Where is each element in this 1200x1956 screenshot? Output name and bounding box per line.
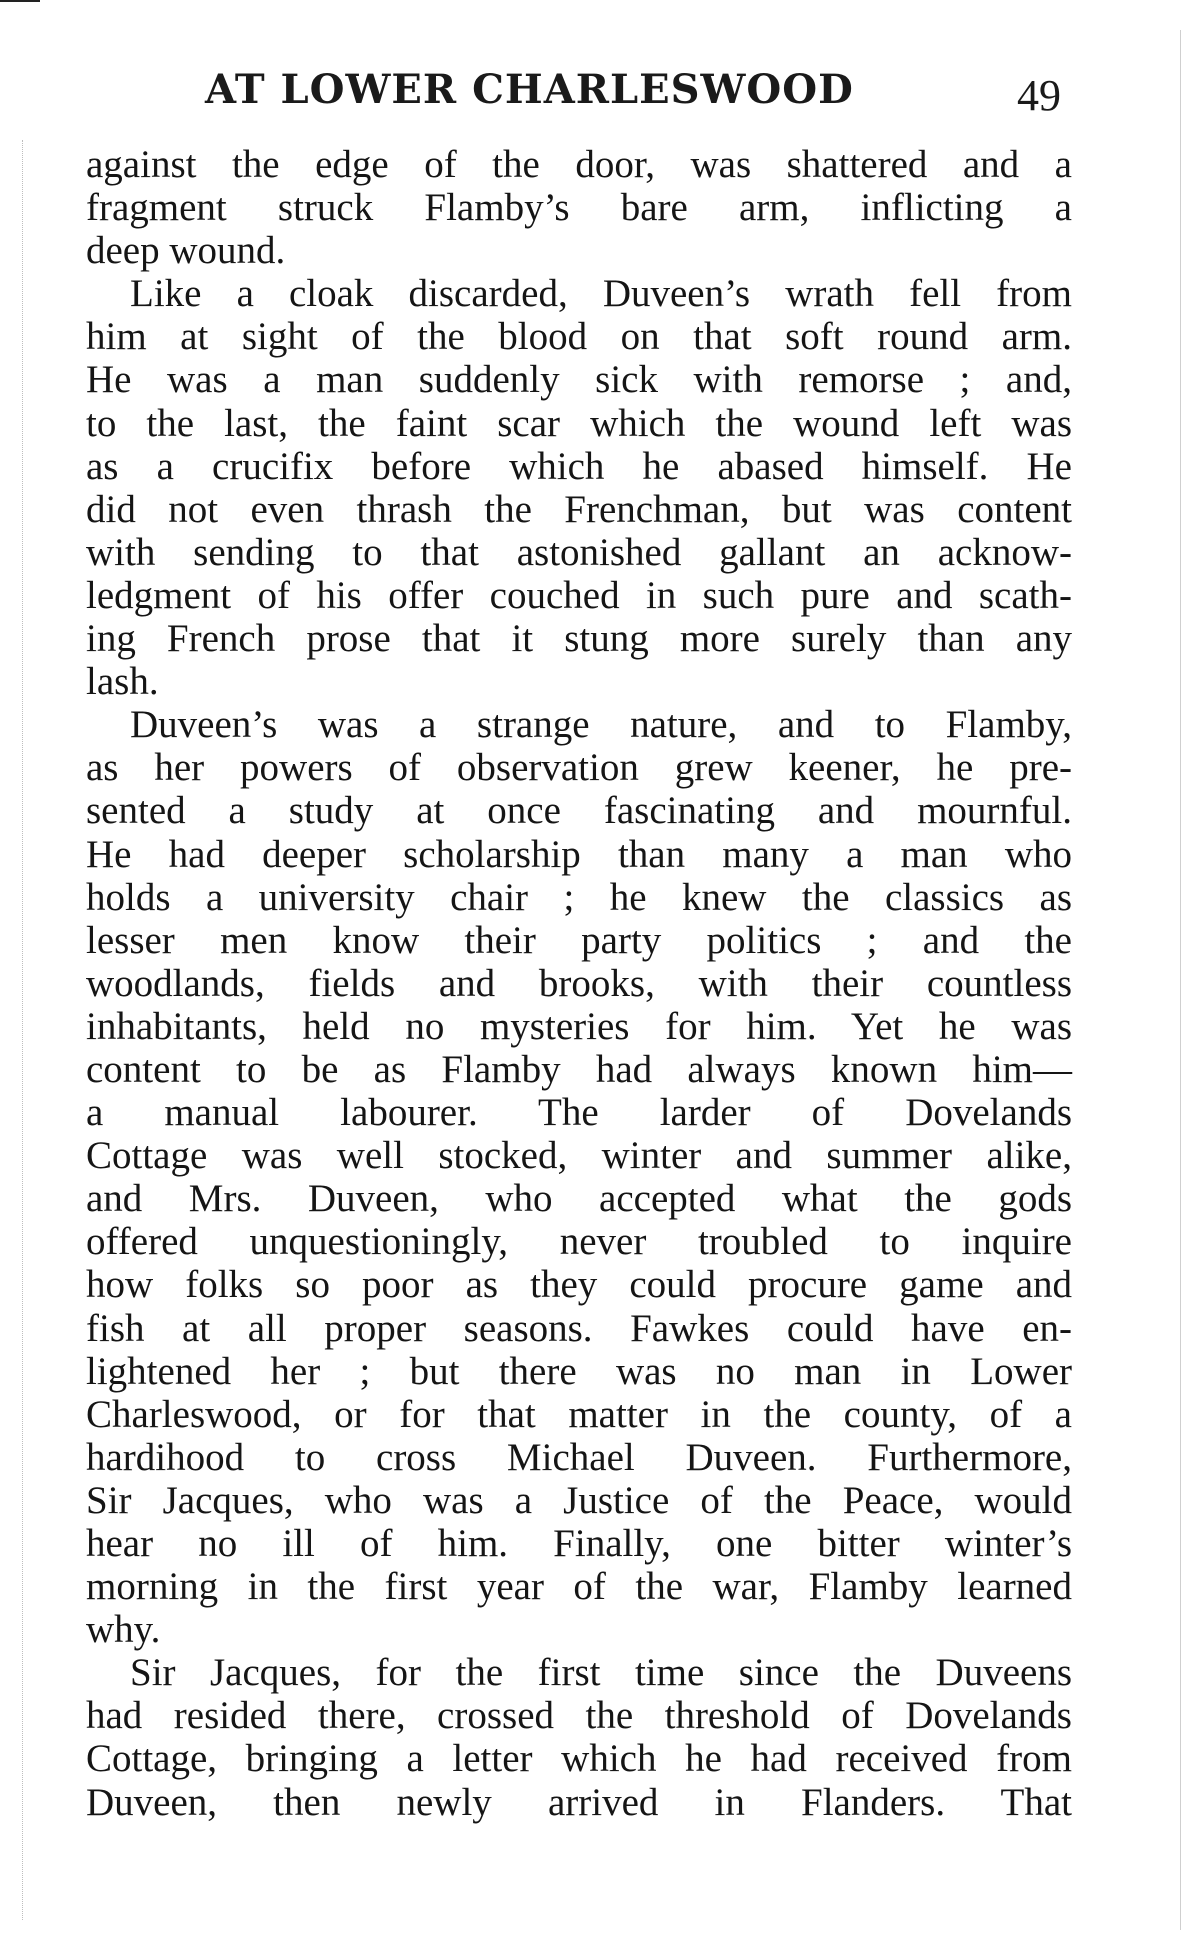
paragraph-start-line: Duveen’s was a strange nature, and to Flamby, bbox=[130, 703, 1072, 747]
top-edge-rule bbox=[0, 0, 40, 2]
text-line: Cottage was well stocked, winter and summer alike, bbox=[86, 1134, 1072, 1178]
text-line: to the last, the faint scar which the wound left was bbox=[86, 401, 1072, 445]
binding-gutter-left bbox=[0, 140, 23, 1920]
text-line: lesser men know their party politics ; and the bbox=[86, 918, 1072, 962]
text-line: did not even thrash the Frenchman, but was content bbox=[86, 487, 1072, 531]
paragraph-start-line: Like a cloak discarded, Duveen’s wrath fell from bbox=[130, 272, 1072, 316]
text-line: content to be as Flamby had always known him— bbox=[86, 1047, 1072, 1091]
text-line: offered unquestioningly, never troubled to inquire bbox=[86, 1220, 1072, 1264]
text-line: inhabitants, held no mysteries for him. Yet he was bbox=[86, 1004, 1072, 1048]
page-edge-right bbox=[1180, 30, 1181, 1930]
text-line: as her powers of observation grew keener, he pre- bbox=[86, 746, 1072, 790]
text-line: He had deeper scholarship than many a man who bbox=[86, 832, 1072, 876]
page-number: 49 bbox=[1017, 71, 1061, 120]
text-line: a manual labourer. The larder of Dovelands bbox=[86, 1091, 1072, 1135]
text-line: fragment struck Flamby’s bare arm, inflicting a bbox=[86, 186, 1072, 230]
text-line: holds a university chair ; he knew the classics as bbox=[86, 875, 1072, 919]
text-line: why. bbox=[86, 1608, 161, 1652]
text-line: hear no ill of him. Finally, one bitter winter’s bbox=[86, 1522, 1072, 1565]
text-line: him at sight of the blood on that soft round arm. bbox=[86, 315, 1072, 359]
text-line: how folks so poor as they could procure game and bbox=[86, 1263, 1072, 1307]
text-line: Cottage, bringing a letter which he had received from bbox=[86, 1737, 1072, 1781]
text-line: against the edge of the door, was shattered and a bbox=[86, 143, 1072, 186]
text-line: Duveen, then newly arrived in Flanders. That bbox=[86, 1780, 1072, 1824]
text-line: morning in the first year of the war, Flamby learned bbox=[86, 1565, 1072, 1609]
text-line: and Mrs. Duveen, who accepted what the gods bbox=[86, 1177, 1072, 1221]
running-head bbox=[85, 58, 1070, 128]
text-line: ing French prose that it stung more surely than any bbox=[86, 617, 1072, 661]
text-line: woodlands, fields and brooks, with their countless bbox=[86, 961, 1072, 1005]
text-line: Sir Jacques, who was a Justice of the Peace, would bbox=[86, 1478, 1072, 1522]
text-line: ledgment of his offer couched in such pure and scath- bbox=[86, 573, 1072, 617]
text-line: had resided there, crossed the threshold of Dovelands bbox=[86, 1694, 1072, 1738]
text-line: lightened her ; but there was no man in Lower bbox=[86, 1349, 1072, 1393]
text-line: hardihood to cross Michael Duveen. Furthermore, bbox=[86, 1435, 1072, 1479]
text-line: Charleswood, or for that matter in the county, of a bbox=[86, 1392, 1072, 1436]
body-text bbox=[86, 143, 1072, 1824]
text-line: He was a man suddenly sick with remorse ; and, bbox=[86, 358, 1072, 402]
text-line: lash. bbox=[86, 660, 159, 704]
text-line: sented a study at once fascinating and mournful. bbox=[86, 789, 1072, 833]
text-line: with sending to that astonished gallant an acknow- bbox=[86, 530, 1072, 574]
paragraph-start-line: Sir Jacques, for the first time since the Duveens bbox=[130, 1651, 1072, 1695]
text-line: fish at all proper seasons. Fawkes could have en- bbox=[86, 1306, 1072, 1350]
running-head-title: AT LOWER CHARLESWOOD bbox=[205, 66, 854, 113]
text-line: as a crucifix before which he abased himself. He bbox=[86, 444, 1072, 488]
text-line: deep wound. bbox=[86, 229, 286, 273]
